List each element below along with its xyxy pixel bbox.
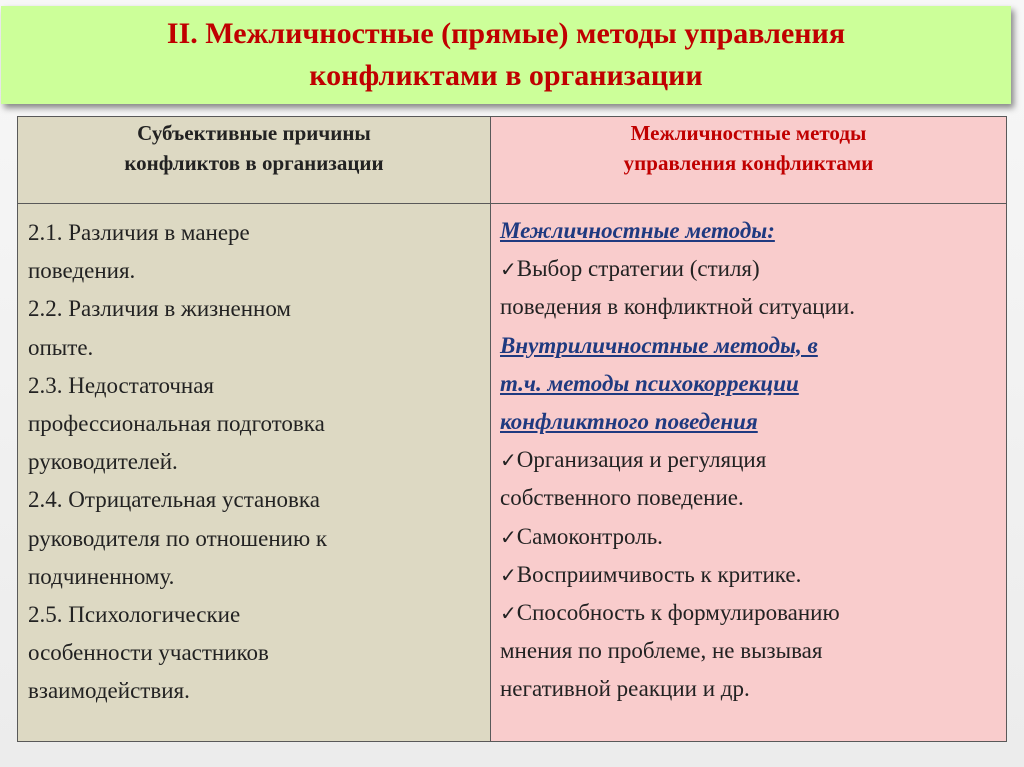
table-header-row (18, 117, 1007, 204)
interpersonal-methods-heading: Межличностные методы: (500, 218, 775, 243)
check-icon: ✓ (500, 524, 517, 549)
check-icon: ✓ (500, 601, 517, 626)
cause-item-2-2: 2.2. Различия в жизненном опыте. (28, 296, 291, 360)
cause-item-2-1: 2.1. Различия в манере поведения. (28, 220, 250, 284)
method-item-self-regulation: ✓Организация и регуляция собственного поведение. (500, 447, 767, 511)
table-body-row (18, 204, 1007, 742)
intrapersonal-methods-heading: Внутриличностные методы, в т.ч. методы психокоррекции конфликтного поведения (500, 332, 818, 435)
methods-cell (491, 204, 1007, 742)
cause-item-2-5: 2.5. Психологические особенности участников взаимодействия. (28, 602, 269, 704)
causes-cell (18, 204, 491, 742)
method-item-criticism: ✓Восприимчивость к критике. (500, 561, 802, 587)
method-item-formulation: ✓Способность к формулированию мнения по проблеме, не вызывая негативной реакции и др. (500, 600, 840, 702)
header-methods: Межличностные методы управления конфликтами (491, 117, 1007, 204)
method-item-self-control: ✓Самоконтроль. (500, 523, 663, 549)
check-icon: ✓ (500, 562, 517, 587)
check-icon: ✓ (500, 257, 517, 282)
comparison-table (17, 116, 1007, 742)
title-line-1: II. Межличностные (прямые) методы управления (166, 17, 846, 50)
cause-item-2-3: 2.3. Недостаточная профессиональная подготовка руководителей. (28, 372, 325, 475)
title-line-2: конфликтами в организации (309, 59, 703, 92)
method-item-strategy: ✓Выбор стратегии (стиля) поведения в конфликтной ситуации. (500, 256, 855, 320)
cause-item-2-4: 2.4. Отрицательная установка руководителя по отношению к подчиненному. (28, 487, 328, 589)
check-icon: ✓ (500, 448, 517, 473)
header-causes: Субъективные причины конфликтов в организации (18, 117, 491, 204)
slide-title (1, 6, 1011, 104)
